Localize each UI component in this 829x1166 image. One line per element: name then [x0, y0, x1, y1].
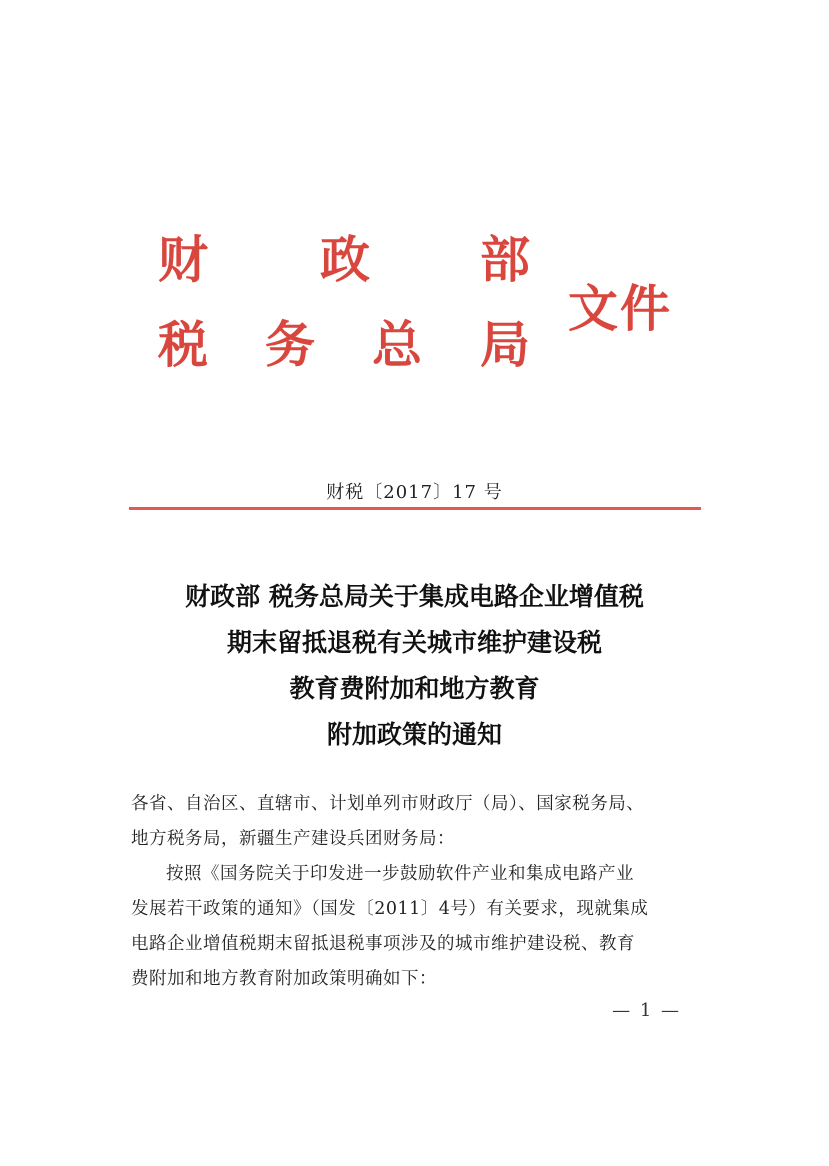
- title-line: 教育费附加和地方教育: [289, 674, 540, 703]
- masthead-char-ju: 局: [480, 315, 530, 374]
- masthead-char-shui: 税: [158, 315, 208, 374]
- masthead-char-bu: 部: [480, 230, 530, 289]
- masthead-char-cai: 财: [158, 230, 208, 289]
- masthead-char-zong: 总: [372, 315, 422, 374]
- addressee-line: 各省、自治区、直辖市、计划单列市财政厅（局）、国家税务局、: [131, 794, 645, 814]
- masthead-suffix: 文件: [568, 279, 672, 338]
- body-line: 发展若干政策的通知》（国发〔2011〕4号）有关要求，现就集成: [131, 899, 649, 919]
- body-line: 费附加和地方教育附加政策明确如下：: [131, 969, 437, 989]
- page-number: — 1 —: [612, 1000, 681, 1021]
- title-line: 附加政策的通知: [326, 720, 502, 749]
- document-title: [0, 574, 829, 758]
- red-divider-line: [129, 507, 701, 510]
- title-line: 期末留抵退税有关城市维护建设税: [226, 628, 602, 657]
- masthead-char-wu: 务: [265, 315, 315, 374]
- addressee-line: 地方税务局，新疆生产建设兵团财务局：: [131, 829, 455, 849]
- body-line: 电路企业增值税期末留抵退税事项涉及的城市维护建设税、教育: [131, 934, 635, 954]
- title-line: 财政部 税务总局关于集成电路企业增值税: [185, 582, 644, 611]
- document-number: 财税〔2017〕17 号: [326, 482, 503, 503]
- body-line: 按照《国务院关于印发进一步鼓励软件产业和集成电路产业: [166, 864, 634, 884]
- masthead-char-zheng: 政: [320, 230, 370, 289]
